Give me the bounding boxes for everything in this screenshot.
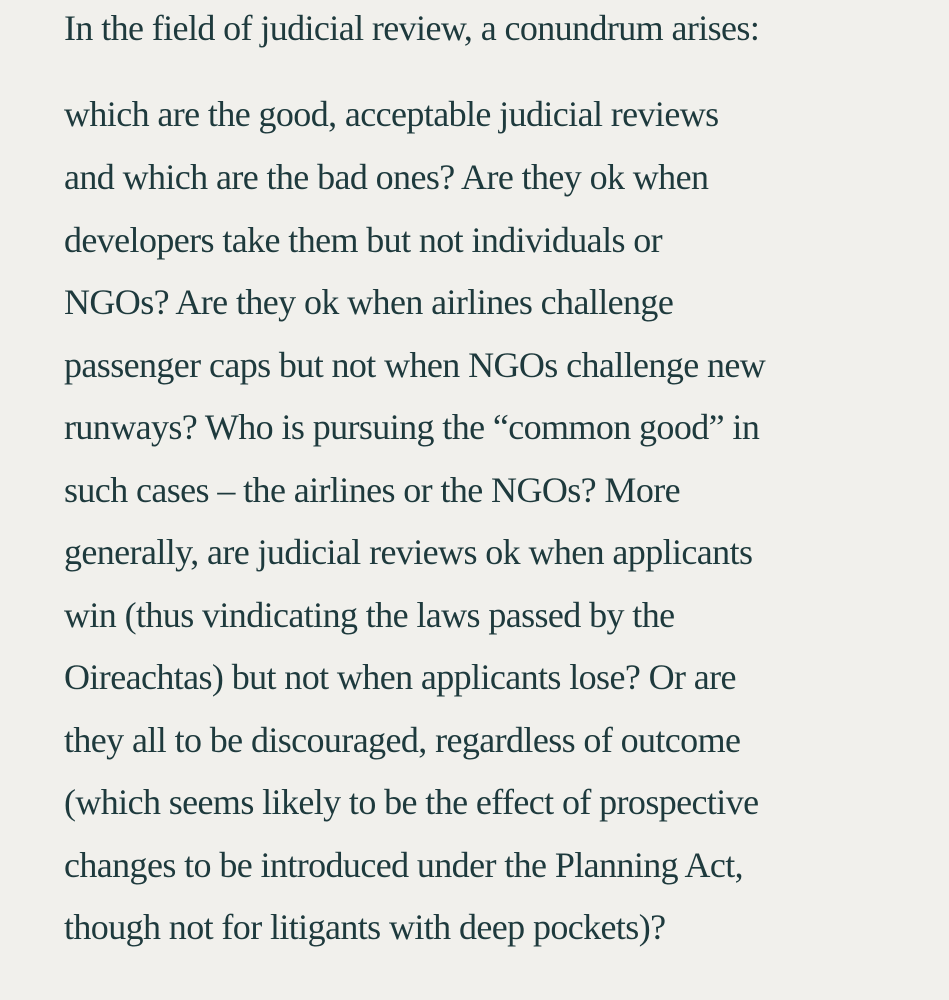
paragraph-line: win (thus vindicating the laws passed by the [64, 595, 675, 635]
paragraph-line: Oireachtas) but not when applicants lose? Or are [64, 657, 736, 697]
paragraph-line: runways? Who is pursuing the “common good” in [64, 407, 760, 447]
paragraph-line: changes to be introduced under the Planning Act, [64, 845, 744, 885]
paragraph-line: NGOs? Are they ok when airlines challenge [64, 282, 674, 322]
paragraph-line: though not for litigants with deep pockets)? [64, 907, 666, 947]
paragraph-line: passenger caps but not when NGOs challenge new [64, 345, 766, 385]
paragraph-line: developers take them but not individuals or [64, 220, 663, 260]
paragraph-line: which are the good, acceptable judicial reviews [64, 94, 719, 134]
paragraph-line: such cases – the airlines or the NGOs? More [64, 470, 681, 510]
paragraph-line: they all to be discouraged, regardless of outcome [64, 720, 741, 760]
paragraph-line: (which seems likely to be the effect of prospective [64, 782, 759, 822]
paragraph-line: In the field of judicial review, a conundrum arises: [64, 8, 760, 48]
paragraph-line: generally, are judicial reviews ok when applicants [64, 532, 753, 572]
paragraph-line: and which are the bad ones? Are they ok when [64, 157, 709, 197]
